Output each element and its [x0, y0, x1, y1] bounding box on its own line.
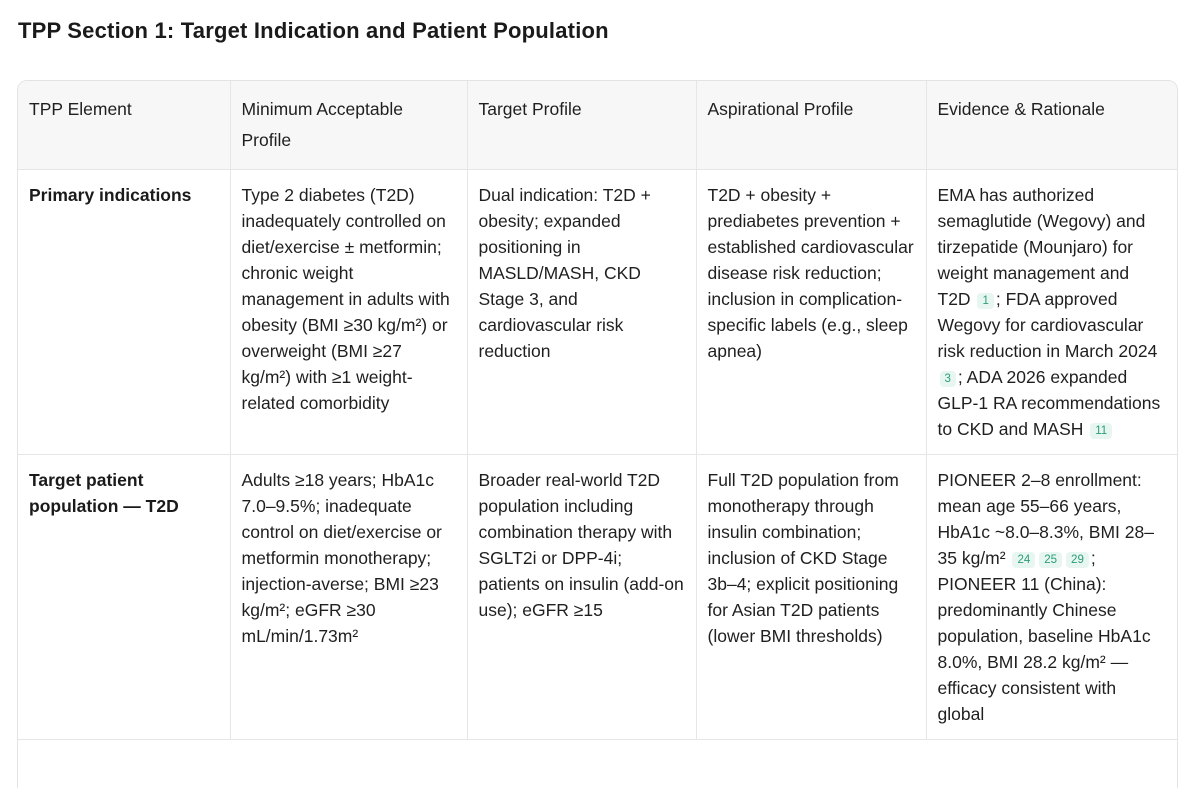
- aspirational-profile-cell: Full T2D population from monotherapy through insulin combination; inclusion of CKD Stage 3b–4; explicit positioning for Asian T2D patients (lower BMI thresholds): [696, 455, 926, 740]
- citation-badge[interactable]: 24: [1012, 552, 1035, 568]
- minimum-profile-cell: Adults ≥18 years; HbA1c 7.0–9.5%; inadequate control on diet/exercise or metformin monotherapy; injection-averse; BMI ≥23 kg/m²; eGFR ≥30 mL/min/1.73m²: [230, 455, 467, 740]
- table-body: [18, 170, 1177, 740]
- evidence-cell: [926, 455, 1177, 740]
- header-target-profile: Target Profile: [467, 81, 696, 170]
- header-evidence-rationale: Evidence & Rationale: [926, 81, 1177, 170]
- evidence-text: ; PIONEER 11 (China): predominantly Chinese population, baseline HbA1c 8.0%, BMI 28.2 kg/m² — efficacy consistent with global: [937, 548, 1151, 724]
- minimum-profile-cell: Type 2 diabetes (T2D) inadequately controlled on diet/exercise ± metformin; chronic weight management in adults with obesity (BMI ≥30 kg/m²) or overweight (BMI ≥27 kg/m²) with ≥1 weight-related comorbidity: [230, 170, 467, 455]
- evidence-text: EMA has authorized semaglutide (Wegovy) and tirzepatide (Mounjaro) for weight management and T2D: [937, 185, 1146, 309]
- table-header: [18, 81, 1177, 170]
- table-header-row: [18, 81, 1177, 170]
- row-element-cell: Target patient population — T2D: [18, 455, 230, 740]
- tpp-table: [18, 81, 1177, 740]
- evidence-cell: [926, 170, 1177, 455]
- evidence-text: ; ADA 2026 expanded GLP-1 RA recommendations to CKD and MASH: [937, 367, 1161, 439]
- table-row: [18, 170, 1177, 455]
- target-profile-cell: Dual indication: T2D + obesity; expanded positioning in MASLD/MASH, CKD Stage 3, and cardiovascular risk reduction: [467, 170, 696, 455]
- evidence-text: ; FDA approved Wegovy for cardiovascular risk reduction in March 2024: [937, 289, 1158, 361]
- row-element-cell: Primary indications: [18, 170, 230, 455]
- citation-badge[interactable]: 3: [940, 371, 956, 387]
- scroll-fade-overlay: [18, 781, 1177, 788]
- page-title: TPP Section 1: Target Indication and Patient Population: [18, 18, 609, 43]
- citation-badge[interactable]: 11: [1090, 423, 1112, 439]
- tpp-table-container: [17, 80, 1178, 788]
- citation-badge[interactable]: 1: [977, 293, 993, 309]
- target-profile-cell: Broader real-world T2D population including combination therapy with SGLT2i or DPP-4i; patients on insulin (add-on use); eGFR ≥15: [467, 455, 696, 740]
- aspirational-profile-cell: T2D + obesity + prediabetes prevention + established cardiovascular disease risk reduction; inclusion in complication-specific labels (e.g., sleep apnea): [696, 170, 926, 455]
- evidence-text: PIONEER 2–8 enrollment: mean age 55–66 years, HbA1c ~8.0–8.3%, BMI 28–35 kg/m²: [937, 470, 1154, 568]
- header-tpp-element: TPP Element: [18, 81, 230, 170]
- header-aspirational-profile: Aspirational Profile: [696, 81, 926, 170]
- citation-badge[interactable]: 25: [1039, 552, 1062, 568]
- citation-badge[interactable]: 29: [1066, 552, 1089, 568]
- table-row: [18, 455, 1177, 740]
- header-minimum-acceptable-profile: Minimum Acceptable Profile: [230, 81, 467, 170]
